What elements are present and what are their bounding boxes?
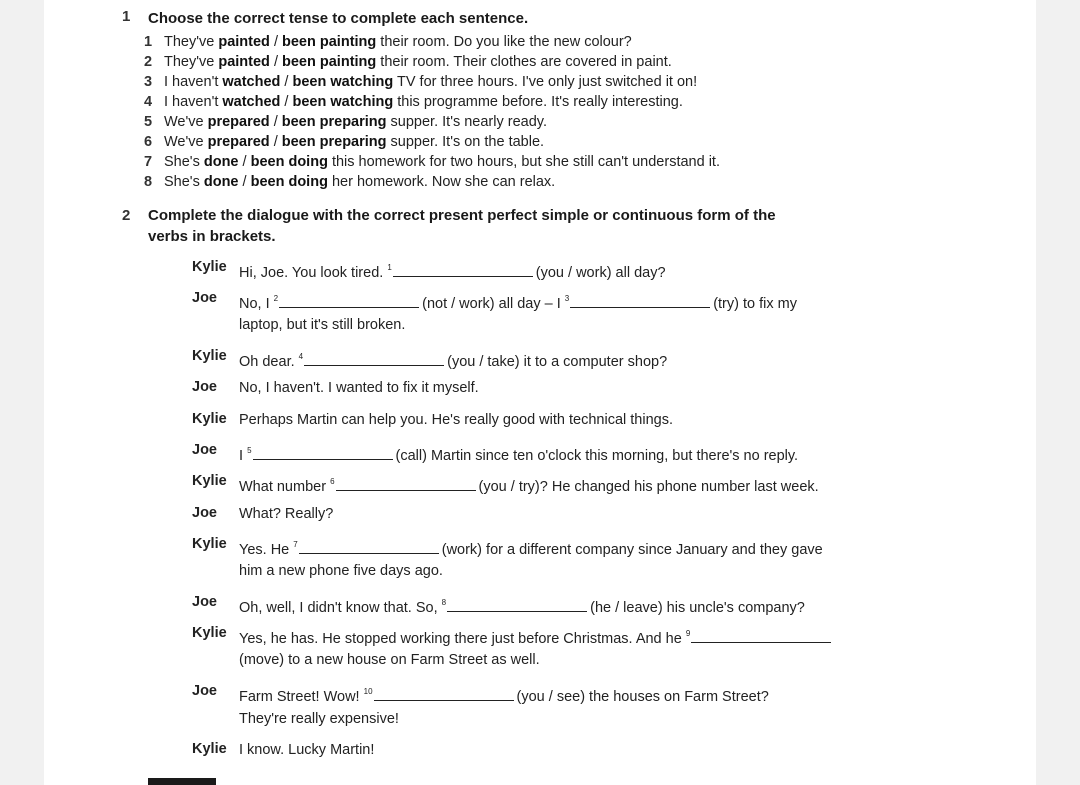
next-exercise-label (148, 778, 216, 785)
gap-number: 10 (363, 687, 373, 696)
line-text (239, 590, 805, 621)
line-text (239, 407, 673, 433)
speaker-name: Joe (192, 290, 217, 306)
text: Perhaps Martin can help you. He's really good with technical things. (239, 412, 673, 428)
sentence-text: their room. Do you like the new colour? (376, 34, 632, 50)
speaker-name: Joe (192, 594, 217, 610)
item-number: 2 (144, 54, 153, 70)
sentence-text: They've (164, 34, 219, 50)
line-text (239, 344, 667, 375)
answer-blank[interactable] (570, 293, 710, 308)
option-separator: / (269, 114, 282, 130)
sentence-text: their room. Their clothes are covered in paint. (376, 54, 672, 70)
option-b[interactable]: been watching (292, 94, 394, 110)
text: Oh dear. (239, 354, 299, 370)
line-continuation: laptop, but it's still broken. (239, 317, 406, 333)
line-continuation: They're really expensive! (239, 711, 399, 727)
sentence-text: I haven't (164, 94, 223, 110)
answer-blank[interactable] (336, 476, 476, 491)
sentence-text: supper. It's nearly ready. (386, 114, 547, 130)
speaker-name: Kylie (192, 625, 227, 641)
text: No, I haven't. I wanted to fix it myself. (239, 380, 479, 396)
text: (you / try)? He changed his phone number last week. (478, 479, 819, 495)
item-number: 5 (144, 114, 153, 130)
text: I know. Lucky Martin! (239, 742, 375, 758)
option-b[interactable]: been doing (250, 154, 328, 170)
option-b[interactable]: been painting (282, 34, 377, 50)
line-text (239, 375, 479, 401)
option-b[interactable]: been watching (292, 74, 394, 90)
gap-number: 2 (273, 294, 279, 303)
text: (not / work) all day – I (422, 296, 565, 312)
option-b[interactable]: been painting (282, 54, 377, 70)
sentence-text: TV for three hours. I've only just switched it on! (393, 74, 698, 90)
item-number: 8 (144, 174, 153, 190)
sentence-item (144, 112, 844, 132)
sentence-text: I haven't (164, 74, 223, 90)
text: No, I (239, 296, 274, 312)
answer-blank[interactable] (279, 293, 419, 308)
text: What? Really? (239, 506, 334, 522)
item-number: 1 (144, 34, 153, 50)
option-a[interactable]: painted (218, 54, 270, 70)
option-separator: / (238, 174, 251, 190)
answer-blank[interactable] (374, 686, 514, 701)
option-a[interactable]: done (203, 154, 239, 170)
gap-number: 7 (293, 540, 298, 549)
option-separator: / (269, 134, 282, 150)
sentence-list (144, 32, 844, 192)
text: (call) Martin since ten o'clock this morning, but there's no reply. (395, 448, 799, 464)
answer-blank[interactable] (299, 539, 439, 554)
speaker-name: Joe (192, 379, 217, 395)
gap-number: 8 (441, 598, 447, 607)
sentence-text: They've (164, 54, 219, 70)
text: I (239, 448, 248, 464)
option-b[interactable]: been preparing (281, 114, 387, 130)
sentence-text: We've (164, 114, 208, 130)
option-a[interactable]: done (203, 174, 239, 190)
line-continuation: (move) to a new house on Farm Street as well. (239, 652, 540, 668)
text: (try) to fix my (713, 296, 797, 312)
answer-blank[interactable] (691, 628, 831, 643)
sentence-item (144, 32, 844, 52)
item-number: 4 (144, 94, 153, 110)
worksheet-page (44, 0, 1036, 785)
speaker-name: Kylie (192, 741, 227, 757)
option-a[interactable]: prepared (207, 134, 270, 150)
answer-blank[interactable] (304, 351, 444, 366)
item-number: 3 (144, 74, 153, 90)
speaker-name: Kylie (192, 536, 227, 552)
text: Yes, he has. He stopped working there just before Christmas. And he (239, 631, 686, 647)
sentence-text: this programme before. It's really interesting. (393, 94, 683, 110)
option-separator: / (269, 34, 283, 50)
text: (work) for a different company since January and they gave (441, 542, 823, 558)
exercise-number: 1 (122, 8, 131, 25)
speaker-name: Kylie (192, 411, 227, 427)
sentence-item (144, 172, 844, 192)
sentence-item (144, 52, 844, 72)
exercise-number: 2 (122, 207, 131, 224)
text: (you / see) the houses on Farm Street? (516, 689, 769, 705)
line-text (239, 737, 374, 763)
sentence-text: her homework. Now she can relax. (327, 174, 556, 190)
line-text (239, 438, 798, 469)
sentence-text: this homework for two hours, but she still can't understand it. (327, 154, 720, 170)
answer-blank[interactable] (447, 597, 587, 612)
answer-blank[interactable] (393, 262, 533, 277)
gap-number: 9 (685, 629, 691, 638)
gap-number: 5 (247, 446, 252, 455)
sentence-item (144, 92, 844, 112)
line-continuation: him a new phone five days ago. (239, 563, 443, 579)
speaker-name: Kylie (192, 473, 227, 489)
option-a[interactable]: prepared (207, 114, 270, 130)
text: (he / leave) his uncle's company? (590, 600, 805, 616)
exercise-instruction: Complete the dialogue with the correct present perfect simple or continuous form of the verbs in brackets. (148, 207, 776, 245)
sentence-item (144, 152, 844, 172)
option-a[interactable]: painted (218, 34, 270, 50)
sentence-item (144, 72, 844, 92)
gap-number: 4 (298, 352, 304, 361)
option-a[interactable]: watched (222, 74, 281, 90)
option-b[interactable]: been preparing (281, 134, 387, 150)
option-separator: / (238, 154, 251, 170)
sentence-text: She's (164, 174, 204, 190)
line-text (239, 501, 333, 527)
answer-blank[interactable] (253, 445, 393, 460)
text: Oh, well, I didn't know that. So, (239, 600, 442, 616)
text: Farm Street! Wow! (239, 689, 364, 705)
speaker-name: Kylie (192, 348, 227, 364)
sentence-text: We've (164, 134, 208, 150)
item-number: 6 (144, 134, 153, 150)
text: Yes. He (239, 542, 294, 558)
exercise-instruction: Choose the correct tense to complete each sentence. (148, 10, 529, 27)
speaker-name: Joe (192, 505, 217, 521)
speaker-name: Joe (192, 683, 217, 699)
option-separator: / (269, 54, 283, 70)
text: Hi, Joe. You look tired. (239, 265, 388, 281)
line-text (239, 255, 666, 286)
text: (you / take) it to a computer shop? (447, 354, 668, 370)
text: What number (239, 479, 331, 495)
option-a[interactable]: watched (222, 94, 281, 110)
sentence-text: She's (164, 154, 204, 170)
gap-number: 3 (564, 294, 570, 303)
item-number: 7 (144, 154, 153, 170)
text: (you / work) all day? (535, 265, 666, 281)
speaker-name: Joe (192, 442, 217, 458)
option-separator: / (280, 74, 293, 90)
option-b[interactable]: been doing (250, 174, 328, 190)
option-separator: / (280, 94, 293, 110)
gap-number: 6 (330, 477, 335, 486)
line-text (239, 469, 819, 500)
gap-number: 1 (387, 263, 392, 272)
sentence-text: supper. It's on the table. (386, 134, 545, 150)
speaker-name: Kylie (192, 259, 227, 275)
sentence-item (144, 132, 844, 152)
